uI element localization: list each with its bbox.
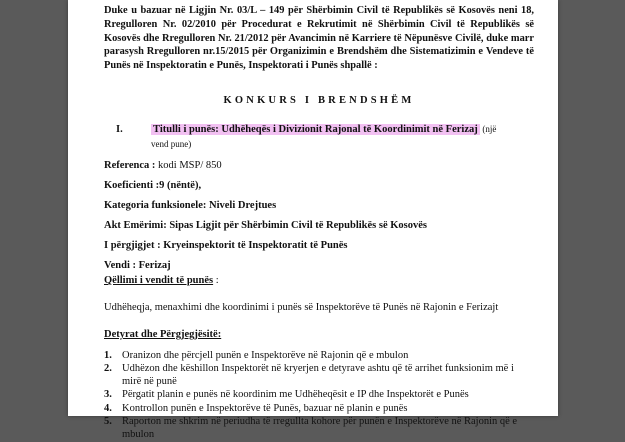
list-item	[104, 416, 534, 441]
purpose-text: Udhëheqja, menaxhimi dhe koordinimi i punës së Inspektorëve të Punës në Rajonin e Ferizajt	[104, 301, 499, 313]
list-item	[104, 389, 534, 402]
list-item	[104, 403, 534, 416]
list-item-number: 4.	[104, 402, 112, 414]
field-akt-emerimi: Akt Emërimi: Sipas Ligjit për Shërbimin Civil të Republikës së Kosovës	[104, 219, 427, 231]
list-item-number: 3.	[104, 389, 112, 401]
referenca-value: kodi MSP/ 850	[155, 159, 222, 171]
field-kategoria: Kategoria funksionele: Niveli Drejtues	[104, 199, 277, 211]
job-title-note-2: vend pune)	[151, 138, 192, 149]
qellimi-suffix: :	[213, 274, 219, 286]
list-item-text: Oranizon dhe përcjell punën e Inspektorëve në Rajonin që e mbulon	[122, 349, 409, 361]
document-page	[68, 0, 558, 440]
duties-title: Detyrat dhe Përgjegjësitë:	[104, 328, 222, 340]
field-koeficienti: Koeficienti :9 (nëntë),	[104, 179, 202, 191]
qellimi-label: Qëllimi i vendit të punës	[104, 274, 214, 286]
section-number: I.	[116, 123, 123, 135]
list-item-text: Përgatit planin e punës në koordinim me Udhëheqësit e IP dhe Inspektorët e Punës	[122, 389, 469, 401]
list-item-text: Udhëzon dhe këshillon Inspektorët në kryerjen e detyrave ashtu që të arrihet funksionim më i mirë në punë	[122, 363, 514, 387]
list-item-number: 5.	[104, 416, 112, 428]
document-content	[104, 4, 534, 442]
list-item-text: Raporton me shkrim në periudha të rregullta kohore për punën e Inspektorëve në Rajonin që e mbulon	[122, 416, 518, 440]
job-title-highlight: Titulli i punës: Udhëheqës i Divizionit Rajonal të Koordinimit në Ferizaj	[153, 123, 478, 135]
field-qellimi	[104, 273, 534, 288]
duties-list	[104, 350, 534, 442]
list-item-text: Kontrollon punën e Inspektorëve të Punës, bazuar në planin e punës	[122, 402, 408, 414]
document-heading: KONKURS I BRENDSHËM	[223, 94, 415, 106]
referenca-label: Referenca :	[104, 159, 156, 171]
intro-paragraph: Duke u bazuar në Ligjin Nr. 03/L – 149 për Shërbimin Civil të Republikës së Kosovës neni 18, Rregulloren Nr. 02/2010 për Procedurat e Rekrutimit në Shërbimin Civil të Republikës së Kosovës dhe Rregulloren Nr. 21/2012 për Avancimin në Karriere të Nëpunësve Civilë, duke marr parasysh Rregulloren nr.15/2015 për Organizimin e Brendshëm dhe Sistematizimin e Vendeve të Punës në Inspektoratin e Punës, Inspektorati i Punës shpallë :	[104, 5, 534, 72]
field-pergjigjet	[104, 238, 534, 253]
job-title-note-1: (një	[482, 123, 497, 134]
pergjigjet-value: Kryeinspektorit të Inspektoratit të Punës	[160, 239, 348, 251]
list-item	[104, 363, 534, 388]
job-title-row	[104, 122, 534, 152]
list-item-number: 2.	[104, 363, 112, 375]
field-vendi: Vendi : Ferizaj	[104, 259, 171, 271]
list-item	[104, 350, 534, 363]
pergjigjet-label: I përgjigjet :	[104, 239, 161, 251]
list-item-number: 1.	[104, 349, 112, 361]
field-referenca	[104, 158, 534, 173]
job-title-block	[151, 122, 534, 152]
